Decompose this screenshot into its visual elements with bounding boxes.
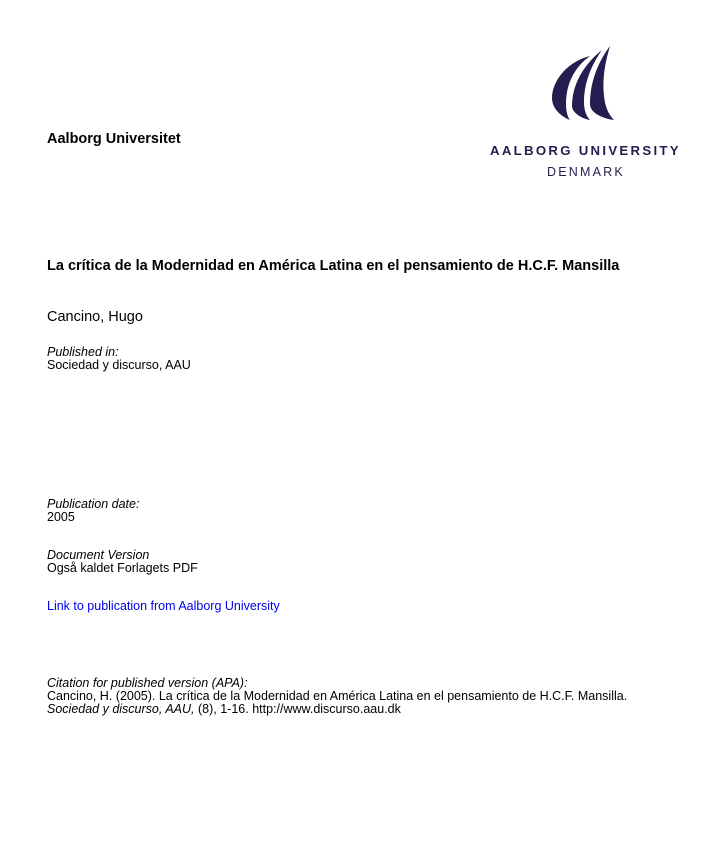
citation-label: Citation for published version (APA): [47,676,248,690]
publication-date-value: 2005 [47,510,75,524]
logo-country: DENMARK [547,165,625,179]
citation-details: (8), 1-16. http://www.discurso.aau.dk [194,702,401,716]
published-in-label: Published in: [47,345,119,359]
citation-block [47,677,627,716]
publication-link[interactable]: Link to publication from Aalborg University [47,599,280,613]
author: Cancino, Hugo [47,309,143,325]
published-in-block [47,346,191,372]
document-version-value: Også kaldet Forlagets PDF [47,561,198,575]
citation-line1: Cancino, H. (2005). La crítica de la Modernidad en América Latina en el pensamiento de H.C.F. Mansilla. [47,689,628,703]
university-name: Aalborg Universitet [47,131,181,147]
publication-date-block [47,498,139,524]
publication-date-label: Publication date: [47,497,140,511]
publication-title: La crítica de la Modernidad en América Latina en el pensamiento de H.C.F. Mansilla [47,258,620,274]
logo-wordmark: AALBORG UNIVERSITY [490,143,681,158]
citation-line2 [47,703,627,716]
aau-logo [488,42,688,182]
document-version-label: Document Version [47,548,150,562]
citation-journal: Sociedad y discurso, AAU, [47,702,195,716]
published-in-value: Sociedad y discurso, AAU [47,358,191,372]
aau-wave-logo-icon [546,42,618,122]
document-version-block [47,549,198,575]
